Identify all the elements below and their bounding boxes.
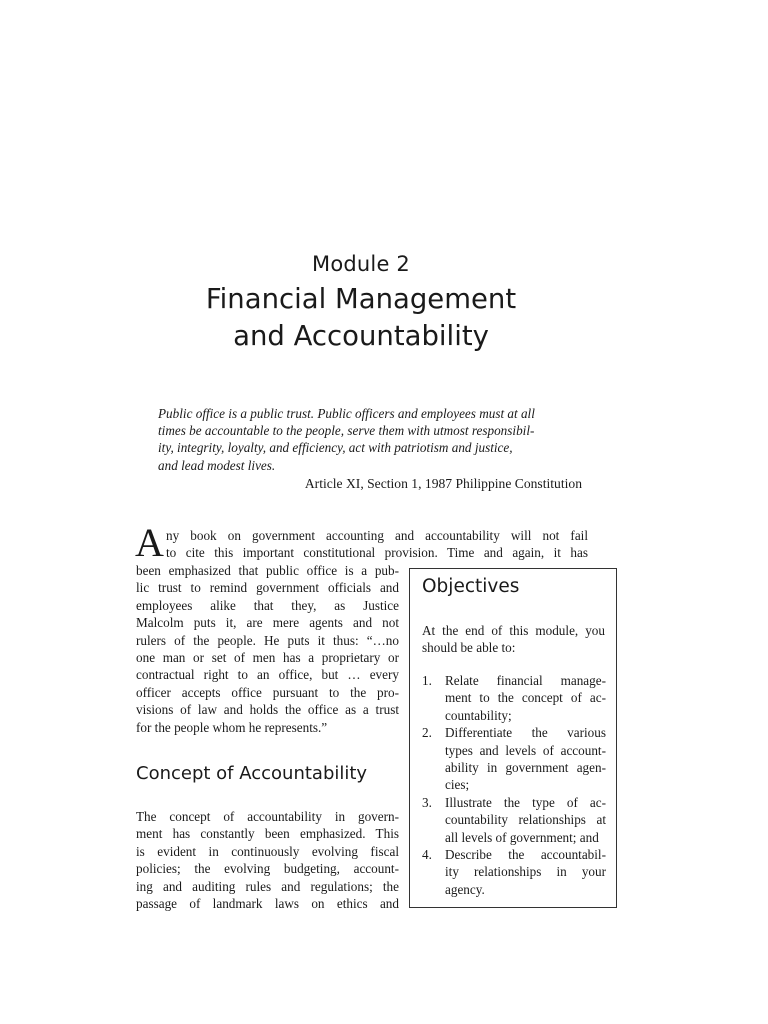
intro-paragraph	[136, 562, 399, 736]
text-line: countability;	[445, 707, 512, 723]
text-line: one man or set of men has a proprietary or	[136, 650, 399, 666]
text-line: Describe the accountabil-	[445, 847, 606, 863]
objective-number: 1.	[422, 673, 432, 688]
objective-item	[422, 846, 606, 898]
text-line: should be able to:	[422, 640, 516, 656]
text-line: for the people whom he represents.”	[136, 719, 328, 735]
text-line: ment has constantly been emphasized. This	[136, 826, 399, 842]
module-label: Module 2	[312, 252, 410, 276]
text-line: ny book on government accounting and accountability will not fail	[166, 528, 588, 543]
text-line: officer accepts office pursuant to the pro-	[136, 684, 399, 700]
text-line: Relate financial manage-	[445, 673, 606, 688]
text-line: At the end of this module, you	[422, 623, 605, 638]
text-line: ment to the concept of ac-	[445, 690, 606, 706]
text-line: countability relationships at	[445, 812, 606, 828]
epigraph-line: times be accountable to the people, serve them with utmost responsibil-	[158, 423, 535, 439]
objective-item	[422, 794, 606, 846]
text-line: lic trust to remind government officials and	[136, 580, 399, 596]
objective-item	[422, 672, 606, 724]
objective-item	[422, 724, 606, 794]
text-line: Illustrate the type of ac-	[445, 794, 606, 810]
text-line: Malcolm puts it, are mere agents and not	[136, 615, 399, 631]
text-line: ing and auditing rules and regulations; the	[136, 878, 399, 894]
objective-number: 2.	[422, 725, 432, 741]
epigraph-line: ity, integrity, loyalty, and efficiency, act with patriotism and justice,	[158, 440, 513, 456]
text-line: visions of law and holds the office as a trust	[136, 702, 399, 718]
text-line: to cite this important constitutional provision. Time and again, it has	[166, 545, 588, 561]
objectives-intro	[422, 622, 605, 657]
text-line: cies;	[445, 777, 470, 793]
epigraph-quote	[158, 405, 583, 474]
text-line: policies; the evolving budgeting, account-	[136, 861, 399, 877]
text-line: ability in government agen-	[445, 760, 606, 776]
text-line: The concept of accountability in govern-	[136, 809, 399, 824]
intro-paragraph-top	[166, 527, 588, 562]
objective-number: 3.	[422, 794, 432, 810]
epigraph-line: and lead modest lives.	[158, 457, 276, 473]
text-line: types and levels of account-	[445, 742, 606, 758]
objectives-list	[422, 672, 606, 898]
text-line: agency.	[445, 881, 485, 897]
text-line: contractual right to an office, but … every	[136, 667, 399, 683]
section-heading: Concept of Accountability	[136, 763, 368, 784]
text-line: passage of landmark laws on ethics and	[136, 896, 399, 912]
drop-cap: A	[135, 520, 164, 565]
epigraph-citation: Article XI, Section 1, 1987 Philippine Constitution	[304, 476, 582, 491]
objective-number: 4.	[422, 847, 432, 863]
text-line: ity relationships in your	[445, 864, 606, 880]
objectives-heading: Objectives	[422, 576, 520, 597]
text-line: is evident in continuously evolving fiscal	[136, 843, 399, 859]
text-line: Differentiate the various	[445, 725, 606, 741]
text-line: rulers of the people. He puts it thus: “…no	[136, 632, 399, 648]
epigraph-line: Public office is a public trust. Public officers and employees must at all	[158, 406, 535, 421]
text-line: employees alike that they, as Justice	[136, 597, 399, 613]
page-title-line-2: and Accountability	[233, 320, 489, 352]
text-line: been emphasized that public office is a pub-	[136, 563, 399, 578]
page-title-line-1: Financial Management	[205, 283, 517, 315]
section-paragraph	[136, 808, 399, 912]
text-line: all levels of government; and	[445, 829, 599, 845]
